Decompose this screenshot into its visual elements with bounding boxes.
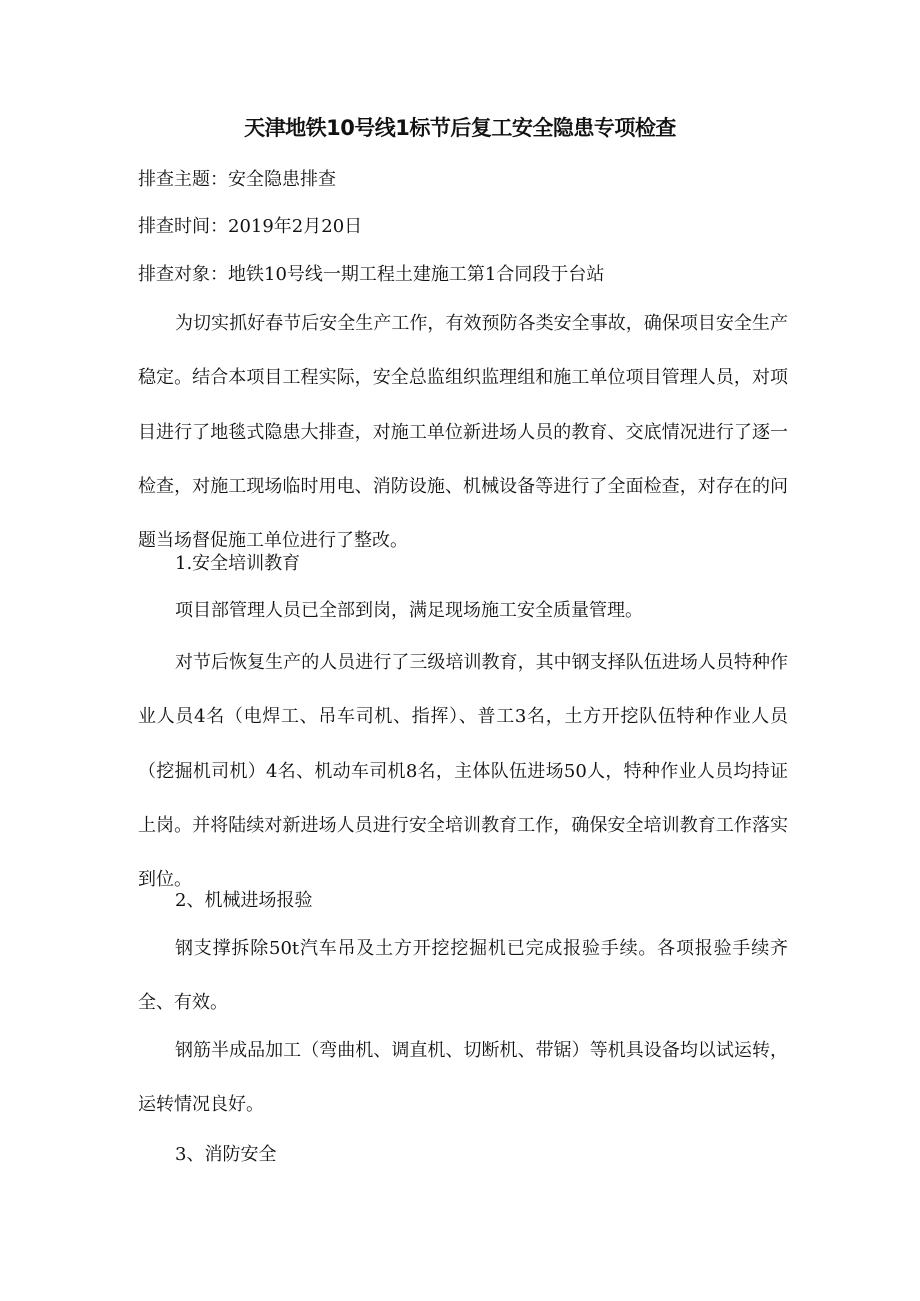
meta-topic-label: 排查主题：: [138, 169, 228, 190]
meta-target-value: 地铁10号线一期工程土建施工第1合同段于台站: [228, 264, 605, 285]
machinery-paragraph-1: 钢支撑拆除50t汽车吊及土方开挖挖掘机已完成报验手续。各项报验手续齐全、有效。: [138, 938, 788, 1014]
meta-topic: [138, 166, 336, 194]
section-heading-training: 1.安全培训教育: [175, 553, 301, 574]
machinery-paragraph-2: 钢筋半成品加工（弯曲机、调直机、切断机、带锯）等机具设备均以试运转，运转情况良好。: [138, 1040, 788, 1116]
meta-time-label: 排查时间：: [138, 216, 228, 237]
training-paragraph-2: 对节后恢复生产的人员进行了三级培训教育，其中钢支择队伍进场人员特种作业人员4名（电焊工、吊车司机、指挥）、普工3名，土方开挖队伍特种作业人员（挖掘机司机）4名、机动车司机8名，主体队伍进场50人，特种作业人员均持证上岗。并将陆续对新进场人员进行安全培训教育工作，确保安全培训教育工作落实到位。: [138, 652, 788, 891]
document-title: 天津地铁10号线1标节后复工安全隐患专项检查: [244, 116, 676, 140]
meta-topic-value: 安全隐患排查: [228, 169, 336, 190]
training-paragraph-1: 项目部管理人员已全部到岗，满足现场施工安全质量管理。: [175, 600, 643, 621]
section-heading-machinery: 2、机械进场报验: [175, 890, 313, 911]
meta-time-value: 2019年2月20日: [228, 216, 363, 237]
meta-target: [138, 261, 604, 289]
meta-time: [138, 213, 362, 241]
intro-paragraph: 为切实抓好春节后安全生产工作，有效预防各类安全事故，确保项目安全生产稳定。结合本项目工程实际，安全总监组织监理组和施工单位项目管理人员，对项目进行了地毯式隐患大排查，对施工单位新进场人员的教育、交底情况进行了逐一检查，对施工现场临时用电、消防设施、机械设备等进行了全面检查，对存在的问题当场督促施工单位进行了整改。: [138, 313, 788, 552]
meta-target-label: 排查对象：: [138, 264, 228, 285]
section-heading-fire-safety: 3、消防安全: [175, 1144, 277, 1165]
